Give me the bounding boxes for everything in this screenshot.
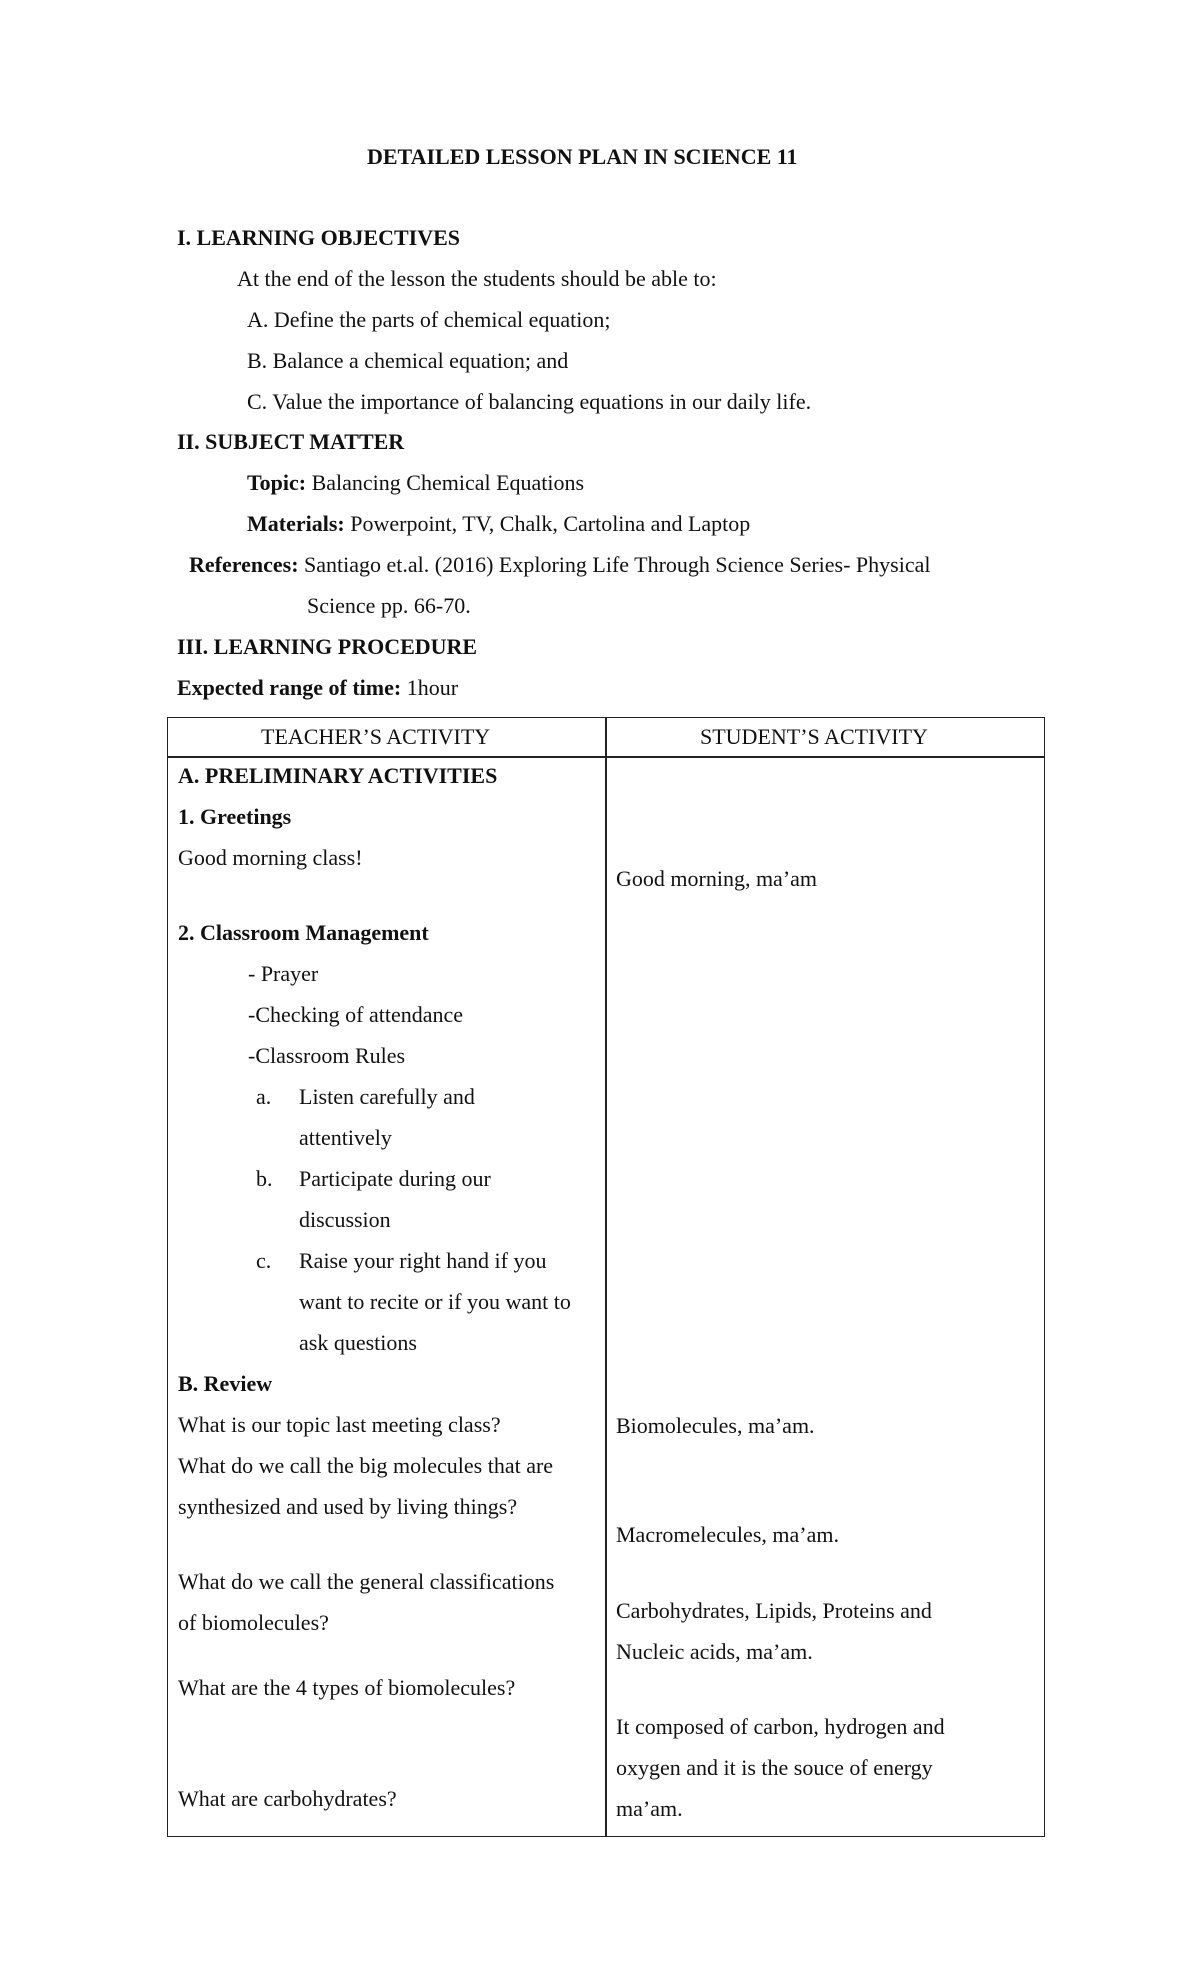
student-activity-header: STUDENT’S ACTIVITY: [700, 724, 928, 749]
greetings-teacher-line: Good morning class!: [178, 845, 363, 870]
objectives-heading: I. LEARNING OBJECTIVES: [177, 225, 461, 250]
materials-label: Materials:: [247, 511, 345, 536]
subject-matter-heading: II. SUBJECT MATTER: [177, 429, 405, 454]
rule-line: attentively: [299, 1125, 392, 1150]
review-answer: Biomolecules, ma’am.: [616, 1413, 815, 1438]
references-label: References:: [189, 552, 299, 577]
review-answer: ma’am.: [616, 1796, 683, 1821]
rule-line: ask questions: [299, 1330, 417, 1355]
review-question: synthesized and used by living things?: [178, 1494, 518, 1519]
time-line: [177, 677, 458, 699]
rule-line: Participate during our: [299, 1166, 491, 1191]
review-answer: Nucleic acids, ma’am.: [616, 1639, 813, 1664]
topic-value: Balancing Chemical Equations: [306, 470, 585, 495]
topic-label: Topic:: [247, 470, 307, 495]
column-divider: [605, 718, 607, 1836]
management-item: -Classroom Rules: [248, 1043, 406, 1068]
preliminary-heading: A. PRELIMINARY ACTIVITIES: [178, 763, 498, 788]
references-value: Santiago et.al. (2016) Exploring Life Through Science Series- Physical: [298, 552, 931, 577]
rule-line: discussion: [299, 1207, 391, 1232]
teacher-activity-header: TEACHER’S ACTIVITY: [261, 724, 491, 749]
objective-item: C. Value the importance of balancing equations in our daily life.: [247, 389, 812, 414]
rule-marker: a.: [256, 1084, 272, 1109]
review-question: What are the 4 types of biomolecules?: [178, 1675, 516, 1700]
rule-marker: c.: [256, 1248, 272, 1273]
references-continued: Science pp. 66-70.: [307, 593, 471, 618]
materials-value: Powerpoint, TV, Chalk, Cartolina and Laptop: [344, 511, 751, 536]
header-divider: [168, 756, 1044, 758]
management-heading: 2. Classroom Management: [178, 920, 429, 945]
greetings-student-line: Good morning, ma’am: [616, 866, 818, 891]
review-answer: It composed of carbon, hydrogen and: [616, 1714, 945, 1739]
references-line: [189, 554, 930, 576]
review-question: of biomolecules?: [178, 1610, 329, 1635]
review-question: What do we call the big molecules that are: [178, 1453, 554, 1478]
review-question: What is our topic last meeting class?: [178, 1412, 501, 1437]
objectives-intro: At the end of the lesson the students should be able to:: [237, 266, 717, 291]
rule-line: want to recite or if you want to: [299, 1289, 571, 1314]
topic-line: [247, 472, 584, 494]
greetings-heading: 1. Greetings: [178, 804, 292, 829]
time-value: 1hour: [401, 675, 459, 700]
objective-item: B. Balance a chemical equation; and: [247, 348, 569, 373]
time-label: Expected range of time:: [177, 675, 402, 700]
activity-table: [167, 717, 1045, 1837]
materials-line: [247, 513, 750, 535]
management-item: - Prayer: [248, 961, 319, 986]
objective-item: A. Define the parts of chemical equation;: [247, 307, 611, 332]
review-question: What do we call the general classifications: [178, 1569, 555, 1594]
rule-line: Listen carefully and: [299, 1084, 475, 1109]
procedure-heading: III. LEARNING PROCEDURE: [177, 634, 478, 659]
page-title: DETAILED LESSON PLAN IN SCIENCE 11: [367, 144, 798, 169]
rule-marker: b.: [256, 1166, 273, 1191]
review-question: What are carbohydrates?: [178, 1786, 397, 1811]
review-answer: Carbohydrates, Lipids, Proteins and: [616, 1598, 932, 1623]
rule-line: Raise your right hand if you: [299, 1248, 547, 1273]
management-item: -Checking of attendance: [248, 1002, 464, 1027]
review-answer: Macromelecules, ma’am.: [616, 1522, 839, 1547]
review-answer: oxygen and it is the souce of energy: [616, 1755, 933, 1780]
review-heading: B. Review: [178, 1371, 273, 1396]
